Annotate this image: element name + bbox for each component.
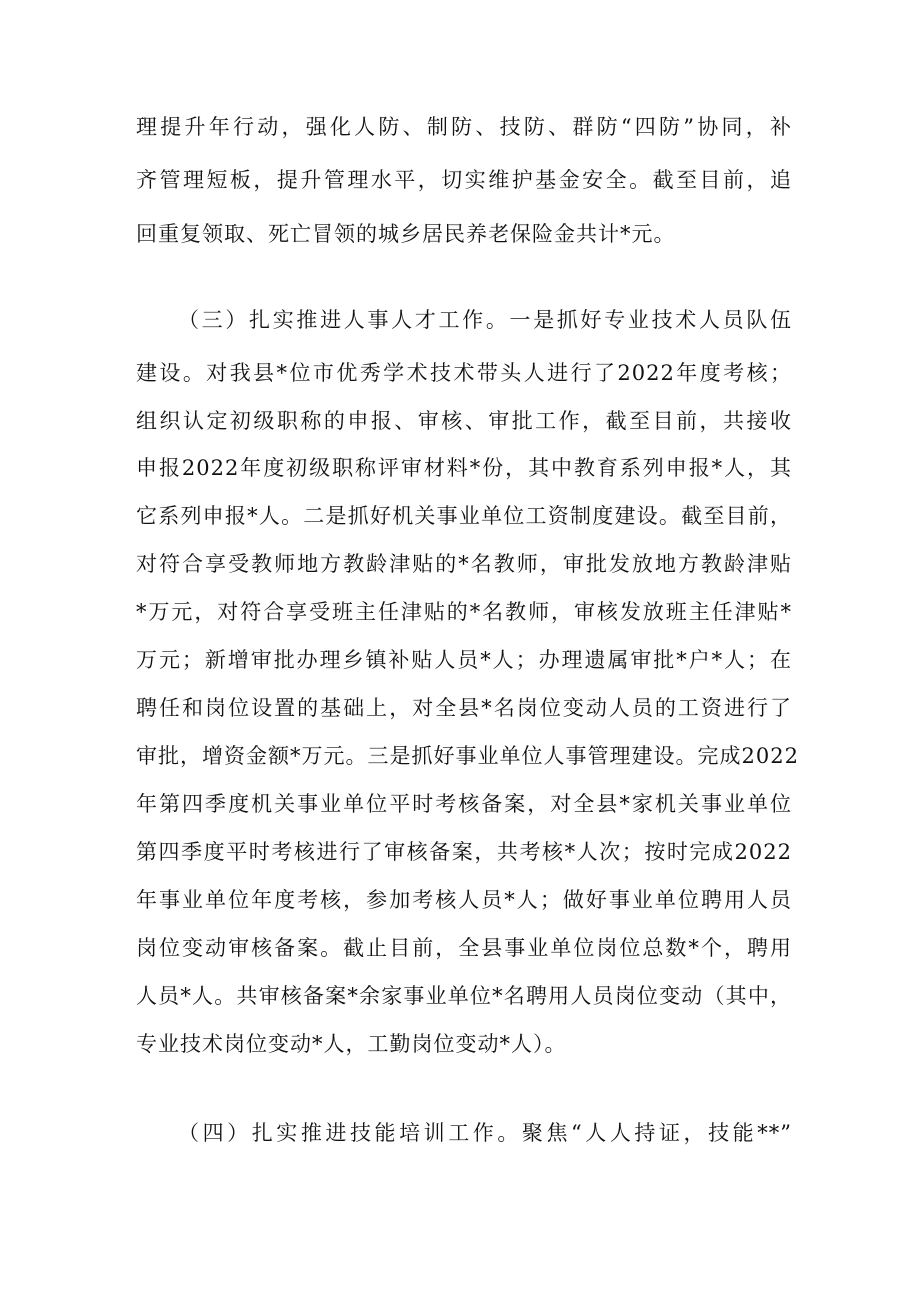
text-line: 岗位变动审核备案。截止目前，全县事业单位岗位总数*个，聘用 [136,936,792,960]
section-heading-line: （三）扎实推进人事人才工作。一是抓好专业技术人员队伍 [178,308,792,332]
text-line: 专业技术岗位变动*人，工勤岗位变动*人）。 [136,1032,567,1056]
text-line: 审批，增资金额*万元。三是抓好事业单位人事管理建设。完成2022 [136,744,799,768]
text-line: 建设。对我县*位市优秀学术技术带头人进行了2022年度考核； [136,361,792,385]
text-line: 理提升年行动，强化人防、制防、技防、群防“四防”协同，补 [136,115,792,139]
text-line: 万元；新增审批办理乡镇补贴人员*人；办理遗属审批*户*人；在 [136,648,792,672]
text-line: 申报2022年度初级职称评审材料*份，其中教育系列申报*人，其 [136,456,792,480]
text-line: 年第四季度机关事业单位平时考核备案，对全县*家机关事业单位 [136,792,792,816]
text-line: 人员*人。共审核备案*余家事业单位*名聘用人员岗位变动（其中， [136,984,792,1008]
text-line: 聘任和岗位设置的基础上，对全县*名岗位变动人员的工资进行了 [136,696,792,720]
text-line: 回重复领取、死亡冒领的城乡居民养老保险金共计*元。 [136,222,676,246]
text-line: 对符合享受教师地方教龄津贴的*名教师，审批发放地方教龄津贴 [136,552,792,576]
text-line: *万元，对符合享受班主任津贴的*名教师，审核发放班主任津贴* [136,600,792,624]
text-line: 组织认定初级职称的申报、审核、审批工作，截至目前，共接收 [136,409,792,433]
text-line: 它系列申报*人。二是抓好机关事业单位工资制度建设。截至目前， [136,504,792,528]
text-line: 第四季度平时考核进行了审核备案，共考核*人次；按时完成2022 [136,840,792,864]
section-heading-line: （四）扎实推进技能培训工作。聚焦“人人持证，技能**” [178,1121,792,1145]
text-line: 年事业单位年度考核，参加考核人员*人；做好事业单位聘用人员 [136,888,792,912]
text-line: 齐管理短板，提升管理水平，切实维护基金安全。截至目前，追 [136,168,792,192]
